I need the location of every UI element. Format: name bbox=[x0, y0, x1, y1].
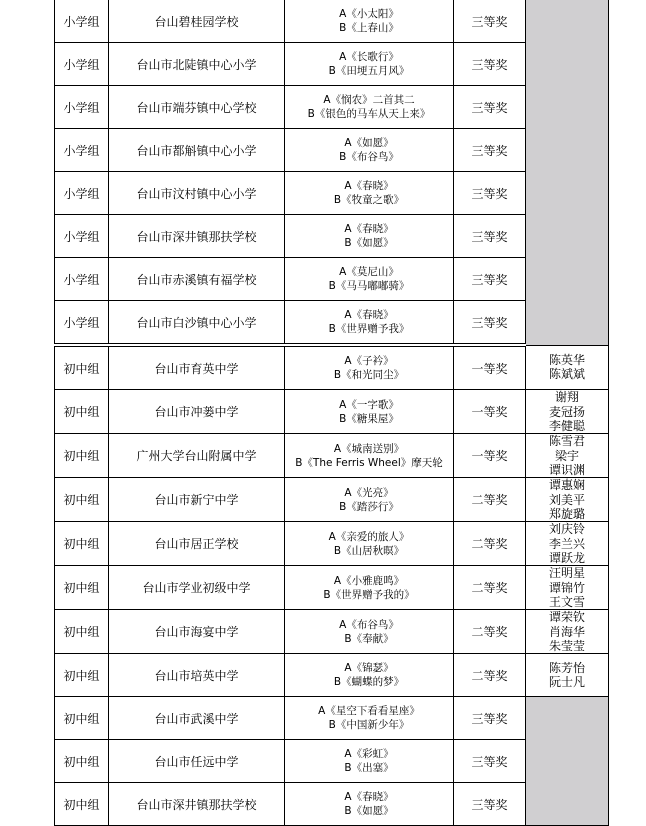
works-cell bbox=[285, 478, 454, 522]
names-cell bbox=[526, 345, 609, 390]
member-name: 梁宇 bbox=[554, 448, 579, 463]
award-cell: 三等奖 bbox=[454, 783, 526, 826]
work-b-title: B《出塞》 bbox=[344, 762, 394, 774]
award-cell: 三等奖 bbox=[454, 172, 526, 215]
group-cell: 初中组 bbox=[55, 390, 109, 434]
work-b-title: B《世界赠予我》 bbox=[328, 323, 410, 335]
school-cell: 台山市北陡镇中心小学 bbox=[109, 43, 285, 86]
table-row bbox=[55, 129, 609, 172]
school-cell: 台山市端芬镇中心学校 bbox=[109, 86, 285, 129]
member-name: 李健聪 bbox=[548, 419, 585, 433]
group-cell: 初中组 bbox=[55, 740, 109, 783]
member-name: 谭惠娴 bbox=[548, 478, 585, 492]
group-cell: 小学组 bbox=[55, 0, 109, 43]
work-a-title: A《子衿》 bbox=[344, 355, 394, 367]
member-name: 朱莹莹 bbox=[548, 639, 585, 653]
table-row bbox=[55, 610, 609, 654]
work-b-title: B《如愿》 bbox=[344, 805, 394, 817]
school-cell: 台山市学业初级中学 bbox=[109, 566, 285, 610]
member-name: 李兰兴 bbox=[548, 536, 585, 551]
work-a-title: A《小太阳》 bbox=[339, 8, 399, 20]
works-cell bbox=[285, 172, 454, 215]
table-row bbox=[55, 522, 609, 566]
group-cell: 初中组 bbox=[55, 654, 109, 697]
group-cell: 小学组 bbox=[55, 215, 109, 258]
work-a-title: A《莫尼山》 bbox=[339, 266, 399, 278]
award-cell: 一等奖 bbox=[454, 345, 526, 390]
award-cell: 二等奖 bbox=[454, 522, 526, 566]
work-a-title: A《一字歌》 bbox=[339, 398, 399, 411]
table-row bbox=[55, 0, 609, 43]
work-b-title: B《和光同尘》 bbox=[333, 369, 405, 381]
names-cell bbox=[526, 434, 609, 478]
names-cell bbox=[526, 522, 609, 566]
member-name: 郑旋璐 bbox=[548, 507, 585, 521]
work-b-title: B《布谷鸟》 bbox=[339, 151, 399, 163]
work-b-title: B《蝴蝶的梦》 bbox=[333, 676, 405, 688]
group-cell: 小学组 bbox=[55, 129, 109, 172]
table-row bbox=[55, 301, 609, 346]
school-cell: 台山市白沙镇中心小学 bbox=[109, 301, 285, 346]
member-name: 陈英华 bbox=[548, 352, 585, 367]
works-cell bbox=[285, 783, 454, 826]
table-row bbox=[55, 390, 609, 434]
works-cell bbox=[285, 740, 454, 783]
names-cell bbox=[526, 390, 609, 434]
names-cell bbox=[526, 654, 609, 697]
member-name: 陈芳怡 bbox=[548, 660, 585, 675]
award-cell: 二等奖 bbox=[454, 610, 526, 654]
award-cell: 三等奖 bbox=[454, 740, 526, 783]
member-name: 谭识渊 bbox=[548, 463, 585, 477]
table-row bbox=[55, 740, 609, 783]
works-cell bbox=[285, 129, 454, 172]
work-b-title: B《上春山》 bbox=[339, 22, 399, 34]
names-cell-empty bbox=[526, 0, 609, 345]
work-a-title: A《彩虹》 bbox=[344, 748, 394, 760]
table-row bbox=[55, 86, 609, 129]
group-cell: 初中组 bbox=[55, 610, 109, 654]
works-cell bbox=[285, 390, 454, 434]
group-cell: 小学组 bbox=[55, 301, 109, 346]
member-name: 阮士凡 bbox=[548, 675, 585, 689]
school-cell: 台山市赤溪镇有福学校 bbox=[109, 258, 285, 301]
member-name: 汪明星 bbox=[548, 566, 585, 580]
work-a-title: A《春晓》 bbox=[344, 791, 394, 803]
award-cell: 一等奖 bbox=[454, 434, 526, 478]
school-cell: 台山市深井镇那扶学校 bbox=[109, 783, 285, 826]
member-name: 谢翔 bbox=[554, 390, 579, 404]
work-a-title: A《小雅鹿鸣》 bbox=[333, 574, 405, 587]
school-cell: 台山市深井镇那扶学校 bbox=[109, 215, 285, 258]
award-cell: 二等奖 bbox=[454, 654, 526, 697]
school-cell: 台山市汶村镇中心小学 bbox=[109, 172, 285, 215]
school-cell: 台山市任远中学 bbox=[109, 740, 285, 783]
work-a-title: A《锦瑟》 bbox=[344, 662, 394, 674]
table-row bbox=[55, 434, 609, 478]
works-cell bbox=[285, 522, 454, 566]
school-cell: 台山市新宁中学 bbox=[109, 478, 285, 522]
work-a-title: A《星空下看看星座》 bbox=[318, 705, 420, 717]
table-row bbox=[55, 783, 609, 826]
group-cell: 初中组 bbox=[55, 783, 109, 826]
member-name: 谭跃龙 bbox=[548, 551, 585, 565]
names-cell bbox=[526, 610, 609, 654]
work-b-title: B《糖果屋》 bbox=[339, 412, 399, 425]
works-cell bbox=[285, 215, 454, 258]
member-name: 谭锦竹 bbox=[548, 580, 585, 595]
work-a-title: A《布谷鸟》 bbox=[339, 618, 399, 631]
work-b-title: B《马马嘟嘟骑》 bbox=[328, 280, 410, 292]
works-cell bbox=[285, 0, 454, 43]
works-cell bbox=[285, 43, 454, 86]
award-cell: 二等奖 bbox=[454, 478, 526, 522]
table-row bbox=[55, 258, 609, 301]
works-cell bbox=[285, 566, 454, 610]
group-cell: 初中组 bbox=[55, 522, 109, 566]
member-name: 陈雪君 bbox=[548, 434, 585, 448]
work-b-title: B《The Ferris Wheel》摩天轮 bbox=[295, 456, 443, 469]
school-cell: 台山市冲蒌中学 bbox=[109, 390, 285, 434]
work-b-title: B《世界赠予我的》 bbox=[323, 588, 415, 601]
award-cell: 二等奖 bbox=[454, 566, 526, 610]
work-a-title: A《长歌行》 bbox=[339, 51, 399, 63]
table-row bbox=[55, 172, 609, 215]
work-a-title: A《悯农》二首其二 bbox=[323, 94, 415, 106]
work-b-title: B《踏莎行》 bbox=[339, 500, 399, 513]
works-cell bbox=[285, 258, 454, 301]
awards-table-body bbox=[55, 0, 609, 826]
school-cell: 台山市都斛镇中心小学 bbox=[109, 129, 285, 172]
group-cell: 小学组 bbox=[55, 86, 109, 129]
work-b-title: B《牧童之歌》 bbox=[333, 194, 405, 206]
member-name: 麦冠扬 bbox=[548, 404, 585, 419]
work-a-title: A《亲爱的旅人》 bbox=[328, 530, 410, 543]
work-b-title: B《奉献》 bbox=[344, 632, 394, 645]
work-b-title: B《银色的马车从天上来》 bbox=[307, 108, 431, 120]
table-row bbox=[55, 566, 609, 610]
works-cell bbox=[285, 697, 454, 740]
work-a-title: A《光亮》 bbox=[344, 486, 394, 499]
member-name: 陈斌斌 bbox=[548, 367, 585, 382]
award-cell: 三等奖 bbox=[454, 86, 526, 129]
school-cell: 台山市武溪中学 bbox=[109, 697, 285, 740]
awards-table bbox=[54, 0, 609, 826]
school-cell: 台山碧桂园学校 bbox=[109, 0, 285, 43]
award-cell: 三等奖 bbox=[454, 697, 526, 740]
work-b-title: B《中国新少年》 bbox=[328, 719, 410, 731]
work-a-title: A《春晓》 bbox=[344, 180, 394, 192]
group-cell: 小学组 bbox=[55, 258, 109, 301]
award-cell: 三等奖 bbox=[454, 215, 526, 258]
group-cell: 小学组 bbox=[55, 43, 109, 86]
work-b-title: B《山居秋暝》 bbox=[333, 544, 405, 557]
school-cell: 台山市居正学校 bbox=[109, 522, 285, 566]
work-a-title: A《春晓》 bbox=[344, 223, 394, 235]
member-name: 肖海华 bbox=[548, 624, 585, 639]
work-a-title: A《春晓》 bbox=[344, 309, 394, 321]
work-a-title: A《城南送别》 bbox=[333, 442, 405, 455]
table-row bbox=[55, 345, 609, 390]
work-a-title: A《如愿》 bbox=[344, 137, 394, 149]
names-cell bbox=[526, 566, 609, 610]
table-row bbox=[55, 215, 609, 258]
group-cell: 小学组 bbox=[55, 172, 109, 215]
group-cell: 初中组 bbox=[55, 478, 109, 522]
table-row bbox=[55, 697, 609, 740]
work-b-title: B《如愿》 bbox=[344, 237, 394, 249]
school-cell: 广州大学台山附属中学 bbox=[109, 434, 285, 478]
works-cell bbox=[285, 654, 454, 697]
works-cell bbox=[285, 86, 454, 129]
group-cell: 初中组 bbox=[55, 345, 109, 390]
group-cell: 初中组 bbox=[55, 434, 109, 478]
award-cell: 三等奖 bbox=[454, 129, 526, 172]
works-cell bbox=[285, 610, 454, 654]
group-cell: 初中组 bbox=[55, 566, 109, 610]
names-cell bbox=[526, 478, 609, 522]
member-name: 刘美平 bbox=[548, 492, 585, 507]
school-cell: 台山市育英中学 bbox=[109, 345, 285, 390]
group-cell: 初中组 bbox=[55, 697, 109, 740]
award-cell: 三等奖 bbox=[454, 258, 526, 301]
award-cell: 一等奖 bbox=[454, 390, 526, 434]
work-b-title: B《田埂五月风》 bbox=[328, 65, 410, 77]
table-row bbox=[55, 478, 609, 522]
award-cell: 三等奖 bbox=[454, 43, 526, 86]
works-cell bbox=[285, 434, 454, 478]
table-row bbox=[55, 43, 609, 86]
school-cell: 台山市海宴中学 bbox=[109, 610, 285, 654]
names-cell-empty bbox=[526, 697, 609, 826]
member-name: 王文雪 bbox=[548, 595, 585, 609]
award-cell: 三等奖 bbox=[454, 301, 526, 346]
works-cell bbox=[285, 345, 454, 390]
table-row bbox=[55, 654, 609, 697]
school-cell: 台山市培英中学 bbox=[109, 654, 285, 697]
award-cell: 三等奖 bbox=[454, 0, 526, 43]
works-cell bbox=[285, 301, 454, 346]
member-name: 谭荣钦 bbox=[548, 610, 585, 624]
member-name: 刘庆铃 bbox=[548, 522, 585, 536]
